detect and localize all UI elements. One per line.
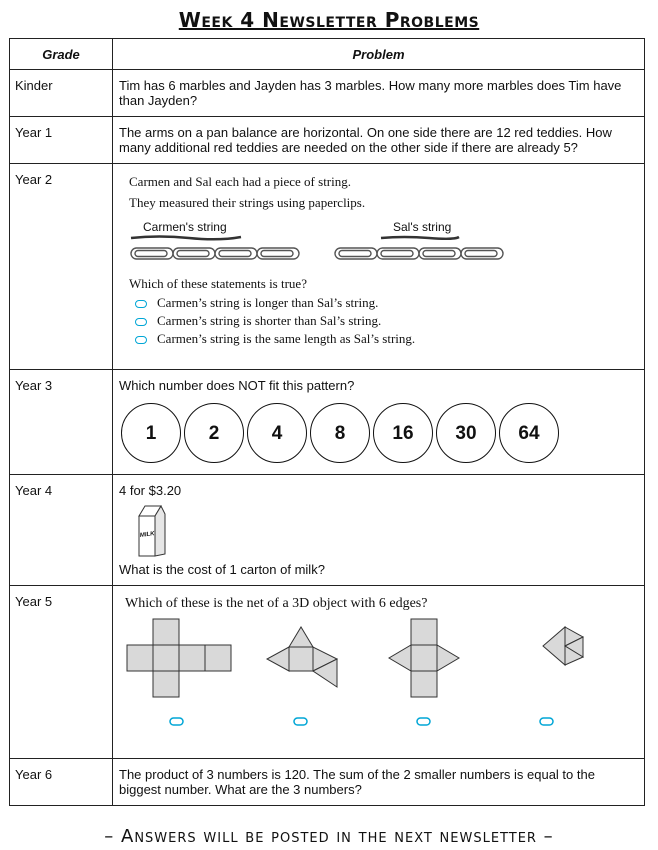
table-row xyxy=(10,759,645,806)
grade-header: Grade xyxy=(10,39,113,70)
price-text: 4 for $3.20 xyxy=(119,483,182,498)
year4-problem xyxy=(113,475,645,586)
radio-icon[interactable] xyxy=(135,318,147,326)
table-row xyxy=(10,586,645,759)
year5-problem xyxy=(113,586,645,759)
nets-figure xyxy=(125,617,625,747)
problem-question: Which of these is the net of a 3D object with 6 edges? xyxy=(125,596,428,611)
year2-problem xyxy=(113,164,645,370)
number-circle: 4 xyxy=(247,403,307,463)
sal-string xyxy=(381,237,459,239)
table-row xyxy=(10,370,645,475)
grade-cell: Year 5 xyxy=(10,586,113,759)
number-circle: 30 xyxy=(436,403,496,463)
carmen-string-label: Carmen's string xyxy=(143,220,227,234)
table-row xyxy=(10,475,645,586)
square-pyramid-net xyxy=(389,619,459,697)
number-pattern xyxy=(121,403,638,463)
table-header-row xyxy=(10,39,645,70)
grade-cell: Year 4 xyxy=(10,475,113,586)
number-circle: 16 xyxy=(373,403,433,463)
cube-net-cross xyxy=(127,619,231,697)
problem-text: The arms on a pan balance are horizontal. On one side there are 12 red teddies. How many additional red teddies are needed on the other side if there are already 5? xyxy=(113,117,645,164)
answer-option[interactable] xyxy=(135,295,638,310)
sal-paperclips xyxy=(335,248,503,259)
paperclip-illustration xyxy=(129,214,529,272)
carton-label: MILK xyxy=(139,531,155,539)
year3-problem xyxy=(113,370,645,475)
table-row xyxy=(10,70,645,117)
page-title: Week 4 Newsletter Problems xyxy=(178,8,480,32)
problem-text: Which number does NOT fit this pattern? xyxy=(119,378,355,393)
table-row xyxy=(10,164,645,370)
problem-question: What is the cost of 1 carton of milk? xyxy=(119,562,325,577)
answer-options xyxy=(129,295,638,346)
number-circle: 64 xyxy=(499,403,559,463)
option-label: Carmen’s string is longer than Sal’s string. xyxy=(157,295,379,310)
answer-option[interactable] xyxy=(135,313,638,328)
table-row xyxy=(10,117,645,164)
radio-icon[interactable] xyxy=(135,300,147,308)
answer-option[interactable] xyxy=(135,331,638,346)
tetrahedron-net xyxy=(543,627,583,665)
milk-carton-icon xyxy=(133,504,173,558)
number-circle: 2 xyxy=(184,403,244,463)
option-label: Carmen’s string is the same length as Sal’s string. xyxy=(157,331,416,346)
problem-text: The product of 3 numbers is 120. The sum of the 2 smaller numbers is equal to the biggest number. What are the 3 numbers? xyxy=(113,759,645,806)
grade-cell: Kinder xyxy=(10,70,113,117)
number-circle: 8 xyxy=(310,403,370,463)
number-circle: 1 xyxy=(121,403,181,463)
problem-text: Tim has 6 marbles and Jayden has 3 marbles. How many more marbles does Tim have than Jayden? xyxy=(113,70,645,117)
triangular-prism-net xyxy=(267,627,337,687)
problems-table xyxy=(9,38,645,806)
strings-figure xyxy=(129,214,638,272)
grade-cell: Year 3 xyxy=(10,370,113,475)
footer-note: – Answers will be posted in the next newsletter – xyxy=(104,826,554,847)
net-radio-buttons xyxy=(170,718,553,725)
sal-string-label: Sal's string xyxy=(393,220,452,234)
grade-cell: Year 1 xyxy=(10,117,113,164)
carmen-string xyxy=(131,237,241,240)
grade-cell: Year 2 xyxy=(10,164,113,370)
problem-line: They measured their strings using paperclips. xyxy=(129,195,366,210)
carmen-paperclips xyxy=(131,248,299,259)
radio-icon[interactable] xyxy=(135,336,147,344)
grade-cell: Year 6 xyxy=(10,759,113,806)
problem-question: Which of these statements is true? xyxy=(129,276,307,291)
option-label: Carmen’s string is shorter than Sal’s string. xyxy=(157,313,382,328)
problem-line: Carmen and Sal each had a piece of string. xyxy=(129,174,351,189)
problem-header: Problem xyxy=(113,39,645,70)
